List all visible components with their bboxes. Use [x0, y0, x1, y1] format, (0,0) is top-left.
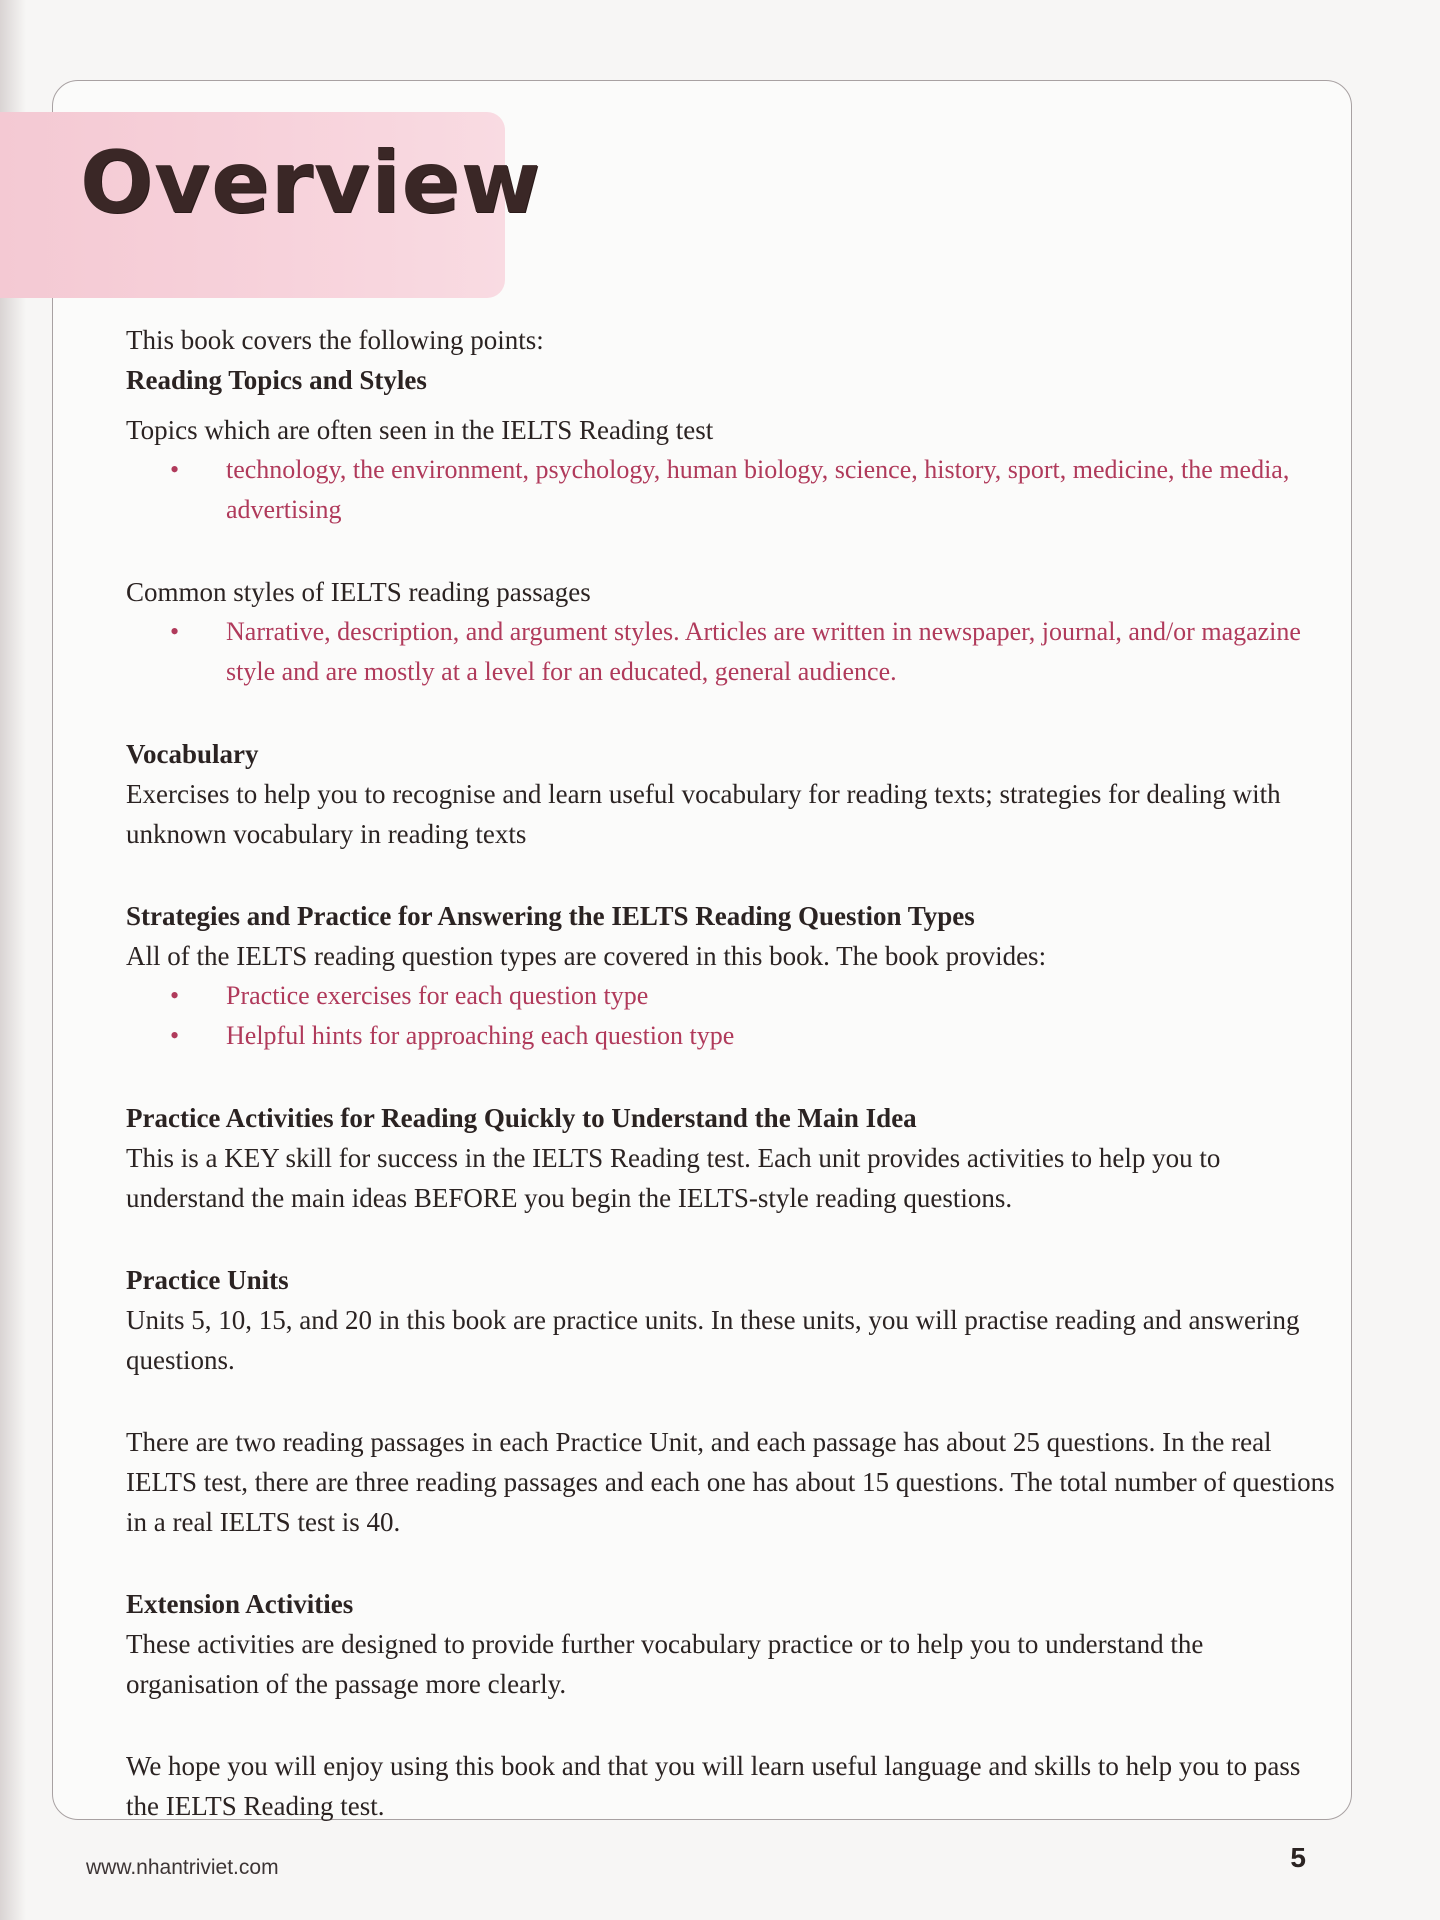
section-heading-extension: Extension Activities — [126, 1589, 354, 1619]
practice-units-text-2: There are two reading passages in each Practice Unit, and each passage has about 25 questions. In the real IELTS test, there are three reading passages and each one has about 15 questions. The total number of questions in a real IELTS test is 40. — [126, 1427, 1335, 1537]
closing-text: We hope you will enjoy using this book and that you will learn useful language and skills to help you to pass the IELTS Reading test. — [126, 1751, 1301, 1821]
styles-intro: Common styles of IELTS reading passages — [126, 577, 591, 607]
section-heading-topics: Reading Topics and Styles — [126, 365, 427, 395]
section-heading-vocabulary: Vocabulary — [126, 739, 259, 769]
strategies-list — [126, 976, 1336, 1056]
section-heading-strategies: Strategies and Practice for Answering the IELTS Reading Question Types — [126, 901, 975, 931]
practice-units-text-1: Units 5, 10, 15, and 20 in this book are practice units. In these units, you will practise reading and answering questions. — [126, 1305, 1300, 1375]
main-content — [126, 320, 1336, 1826]
intro-text: This book covers the following points: — [126, 325, 544, 355]
styles-list — [126, 612, 1336, 692]
extension-text: These activities are designed to provide further vocabulary practice or to help you to understand the organisation of the passage more clearly. — [126, 1629, 1204, 1699]
footer-url: www.nhantriviet.com — [86, 1856, 279, 1879]
list-item: • Practice exercises for each question type — [226, 976, 1336, 1016]
practice-activities-text: This is a KEY skill for success in the IELTS Reading test. Each unit provides activities to help you to understand the main ideas BEFORE you begin the IELTS-style reading questions. — [126, 1143, 1221, 1213]
page-title: Overview — [80, 133, 542, 233]
page-number: 5 — [1290, 1842, 1306, 1873]
strategies-text: All of the IELTS reading question types are covered in this book. The book provides: — [126, 941, 1047, 971]
topics-intro: Topics which are often seen in the IELTS Reading test — [126, 415, 714, 445]
vocabulary-text: Exercises to help you to recognise and learn useful vocabulary for reading texts; strategies for dealing with unknown vocabulary in reading texts — [126, 779, 1281, 849]
section-heading-practice-activities: Practice Activities for Reading Quickly to Understand the Main Idea — [126, 1103, 917, 1133]
list-item: • Narrative, description, and argument styles. Articles are written in newspaper, journal, and/or magazine style and are mostly at a level for an educated, general audience. — [226, 612, 1336, 692]
section-heading-practice-units: Practice Units — [126, 1265, 289, 1295]
list-item: • technology, the environment, psychology, human biology, science, history, sport, medicine, the media, advertising — [226, 450, 1336, 530]
topics-list — [126, 450, 1336, 530]
list-item: • Helpful hints for approaching each question type — [226, 1016, 1336, 1056]
